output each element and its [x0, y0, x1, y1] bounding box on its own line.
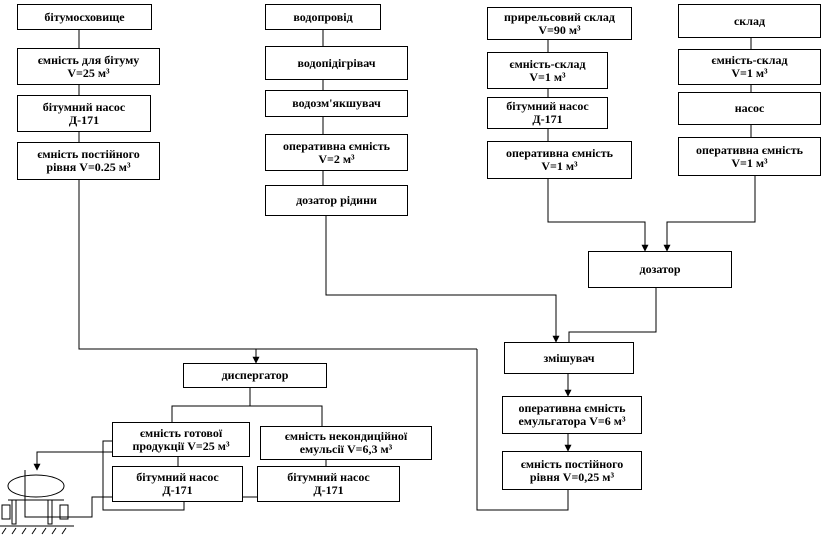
bitum-pump-right-model: Д-171: [313, 483, 344, 497]
water-heater-label: водопідігрівач: [297, 55, 376, 70]
product-tank-box: [112, 422, 250, 457]
rail-storage-label: прирельсовий склад: [504, 9, 615, 24]
op-tank-emulsifier-volume: емульгатора V=6 м³: [518, 414, 626, 428]
liquid-dispenser-label: дозатор рідини: [296, 193, 377, 207]
water-supply-label: водопровід: [293, 9, 353, 24]
op-tank-emulsifier-box: [502, 396, 642, 434]
bitum-tank-volume: V=25 м³: [67, 65, 110, 80]
bitum-pump-top-box: [17, 95, 151, 132]
tank-storage-2-label: ємність-склад: [711, 53, 788, 67]
op-tank-2-label: оперативна ємність: [696, 142, 803, 157]
op-tank-1-label: оперативна ємність: [506, 146, 613, 160]
bitum-pump-model: Д-171: [68, 112, 100, 127]
op-tank-1-volume: V=1 м³: [541, 159, 578, 173]
connector-op-tank-to-doser: [548, 179, 645, 251]
op-tank-water-label: оперативна ємність: [283, 138, 390, 153]
water-softener-label: водозм'якшувач: [292, 96, 381, 110]
disperser-box: [183, 363, 327, 388]
emulsion-level-tank-box: [502, 451, 642, 490]
tanker-vehicle-icon: [0, 475, 74, 534]
substandard-tank-box: [260, 426, 432, 460]
storage-label: склад: [733, 13, 766, 28]
connector-water-to-mixer: [326, 216, 556, 342]
op-tank-water-box: [265, 134, 408, 171]
op-tank-2-box: [678, 137, 821, 176]
rail-storage-box: [487, 7, 632, 40]
bitum-tank-label: ємність для бітуму: [37, 52, 140, 67]
bitum-pump-left-label: бітумний насос: [136, 470, 219, 484]
tank-storage-2-volume: V=1 м³: [731, 66, 768, 80]
connector-return-to-vehicle: [37, 452, 112, 470]
op-tank-water-volume: V=2 м³: [318, 151, 355, 166]
connector-bitumen-to-disperser: [79, 180, 256, 363]
emulsion-level-tank-volume: рівня V=0,25 м³: [529, 469, 615, 484]
bitum-pump-mid-model: Д-171: [532, 112, 563, 126]
bitum-pump-label: бітумний насос: [42, 99, 126, 114]
substandard-tank-volume: емульсії V=6,3 м³: [299, 442, 393, 456]
bitum-level-tank-box: [17, 142, 160, 180]
op-tank-1-box: [487, 141, 632, 179]
liquid-dispenser-box: [265, 185, 408, 216]
bitum-pump-right-box: [257, 466, 400, 502]
bitum-tank-box: [17, 48, 160, 85]
doser-box: [588, 251, 732, 288]
rail-storage-volume: V=90 м³: [538, 22, 581, 37]
connector-doser-to-mixer: [569, 288, 656, 342]
disperser-label: диспергатор: [221, 368, 289, 382]
connector-disperser-branches: [250, 406, 322, 426]
tank-storage-1-label: ємність-склад: [509, 56, 586, 71]
bitum-storage-label: бітумосховище: [44, 9, 125, 24]
connector-op-tank-2-to-doser: [667, 176, 755, 251]
pump-box: [678, 92, 821, 125]
emulsion-level-tank-label: ємність постійного: [520, 456, 624, 471]
bitum-pump-mid-box: [487, 97, 608, 129]
substandard-tank-label: ємність некондиційної: [284, 429, 408, 443]
storage-box: [678, 4, 821, 38]
water-softener-box: [265, 90, 408, 117]
product-tank-label: ємність готової: [139, 425, 223, 440]
product-tank-volume: продукції V=25 м³: [132, 438, 230, 453]
doser-label: дозатор: [639, 262, 681, 276]
bitum-storage-box: [17, 4, 152, 30]
op-tank-2-volume: V=1 м³: [731, 155, 768, 170]
op-tank-emulsifier-label: оперативна ємність: [518, 401, 626, 415]
bitum-level-tank-label: ємність постійного: [37, 147, 140, 161]
bitum-pump-left-box: [112, 466, 243, 502]
bitum-level-tank-volume: рівня V=0.25 м³: [46, 160, 131, 174]
water-supply-box: [265, 4, 381, 30]
connector-disperser-branches: [172, 388, 250, 422]
mixer-box: [504, 342, 634, 374]
mixer-label: змішувач: [543, 350, 595, 365]
tank-storage-1-box: [487, 52, 608, 89]
bitum-pump-right-label: бітумний насос: [287, 470, 370, 484]
pump-label: насос: [734, 101, 765, 115]
tank-storage-1-volume: V=1 м³: [529, 69, 566, 84]
bitum-pump-left-model: Д-171: [162, 483, 193, 497]
water-heater-box: [265, 46, 408, 80]
bitum-pump-mid-label: бітумний насос: [506, 99, 589, 113]
tank-storage-2-box: [678, 49, 821, 85]
